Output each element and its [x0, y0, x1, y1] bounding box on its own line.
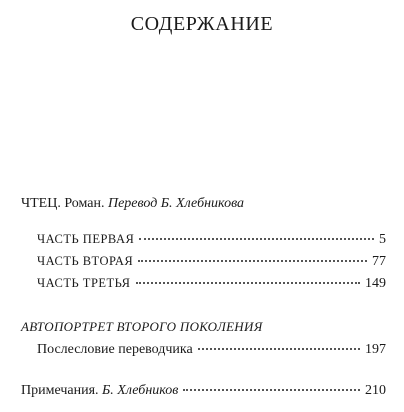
page-title: СОДЕРЖАНИЕ	[130, 13, 274, 35]
page-number: 210	[365, 383, 386, 398]
novel-heading	[21, 195, 244, 213]
page-number: 77	[372, 254, 386, 269]
toc-entry-afterword[interactable]	[37, 341, 386, 359]
novel-title: ЧТЕЦ.	[21, 196, 61, 211]
toc-entry-part-2[interactable]	[37, 252, 386, 270]
translation-credit: Перевод Б. Хлебникова	[107, 196, 245, 211]
toc-entry-label: ЧАСТЬ ВТОРАЯ	[37, 254, 134, 268]
dot-leader	[183, 389, 360, 391]
notes-label: Примечания.	[21, 383, 99, 398]
toc-entry-part-1[interactable]	[37, 230, 386, 248]
toc-entry-label: ЧАСТЬ ТРЕТЬЯ	[37, 276, 131, 290]
dot-leader	[136, 282, 360, 284]
notes-author: Б. Хлебников	[102, 383, 179, 398]
dot-leader	[198, 348, 360, 350]
essay-heading: АВТОПОРТРЕТ ВТОРОГО ПОКОЛЕНИЯ	[21, 319, 263, 334]
toc-entry-label: ЧАСТЬ ПЕРВАЯ	[37, 232, 135, 246]
toc-entry-label	[21, 382, 178, 400]
toc-entry-label: Послесловие переводчика	[37, 342, 193, 357]
dot-leader	[139, 238, 374, 240]
page-number: 197	[365, 342, 386, 357]
dot-leader	[138, 260, 367, 262]
page-number: 149	[365, 276, 386, 291]
toc-entry-notes[interactable]	[21, 382, 386, 400]
toc-entry-part-3[interactable]	[37, 274, 386, 292]
novel-genre: Роман.	[64, 196, 105, 211]
page-number: 5	[379, 232, 386, 247]
